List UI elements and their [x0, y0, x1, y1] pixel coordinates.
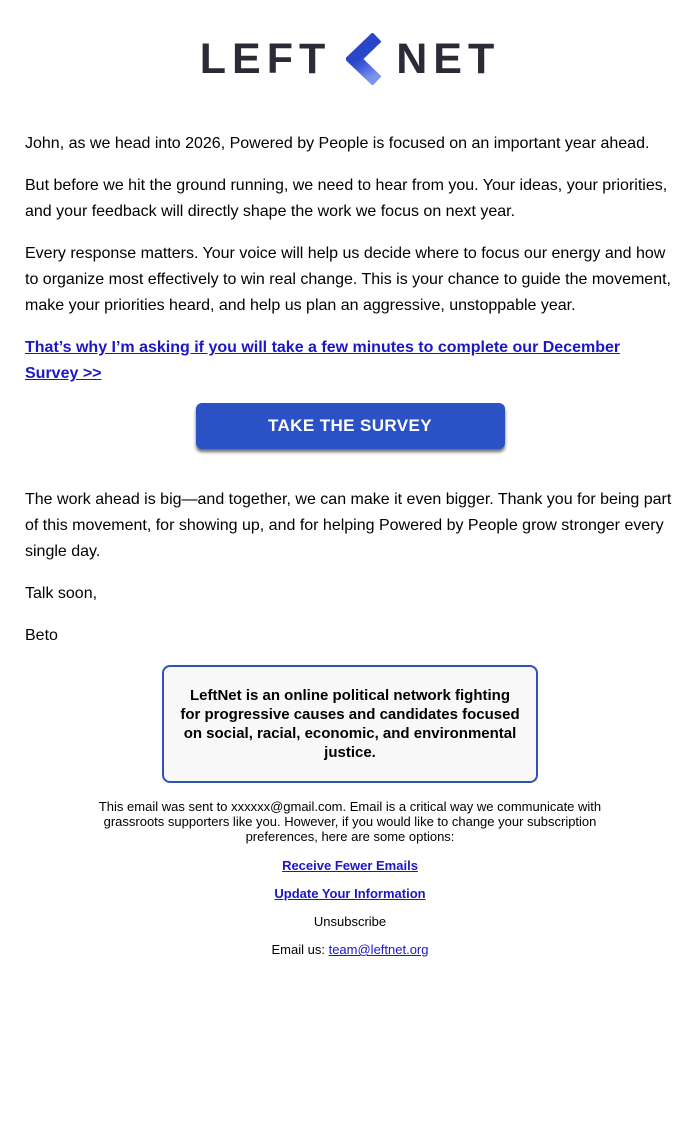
email-footer	[0, 799, 700, 957]
email-body	[0, 131, 700, 649]
footer-disclaimer: This email was sent to xxxxxx@gmail.com. Email is a critical way we communicate with grassroots supporters like you. However, if you would like to change your subscription preferences, here are some options:	[98, 799, 602, 844]
email-address-link[interactable]: team@leftnet.org	[328, 942, 429, 957]
december-survey-link[interactable]: That’s why I’m asking if you will take a few minutes to complete our December Survey >>	[25, 339, 621, 382]
logo-right-text: NET	[396, 35, 501, 83]
paragraph-every-response: Every response matters. Your voice will help us decide where to focus our energy and how to organize most effectively to win real change. This is your chance to guide the movement, make your priorities heard, and help us plan an aggressive, unstoppable year.	[25, 245, 671, 314]
update-your-information-link[interactable]: Update Your Information	[274, 886, 426, 901]
paragraph-work-ahead: The work ahead is big—and together, we can make it even bigger. Thank you for being part of this movement, for showing up, and for helping Powered by People grow stronger every single day.	[25, 491, 672, 560]
closing-text: Talk soon,	[25, 585, 98, 602]
leftnet-logo	[0, 0, 700, 85]
survey-link-paragraph	[25, 335, 675, 387]
cta-row	[25, 403, 675, 449]
logo-left-text: LEFT	[199, 35, 332, 83]
paragraph-hear-from-you: But before we hit the ground running, we need to hear from you. Your ideas, your priorities, and your feedback will directly shape the work we focus on next year.	[25, 177, 668, 220]
unsubscribe-row	[0, 914, 700, 929]
info-box-text: LeftNet is an online political network fighting for progressive causes and candidates focused on social, racial, economic, and environmental justice.	[180, 687, 520, 761]
chevron-left-icon	[346, 33, 381, 85]
email-us-label: Email us:	[271, 942, 329, 957]
receive-fewer-emails-link[interactable]: Receive Fewer Emails	[282, 858, 418, 873]
update-information-row	[0, 886, 700, 901]
signature-text: Beto	[25, 627, 58, 644]
unsubscribe-link[interactable]: Unsubscribe	[313, 914, 387, 929]
receive-fewer-emails-row	[0, 858, 700, 873]
leftnet-info-box	[162, 665, 538, 783]
email-us-row	[0, 942, 700, 957]
paragraph-intro: John, as we head into 2026, Powered by People is focused on an important year ahead.	[25, 135, 650, 152]
take-survey-button[interactable]: TAKE THE SURVEY	[196, 403, 505, 449]
